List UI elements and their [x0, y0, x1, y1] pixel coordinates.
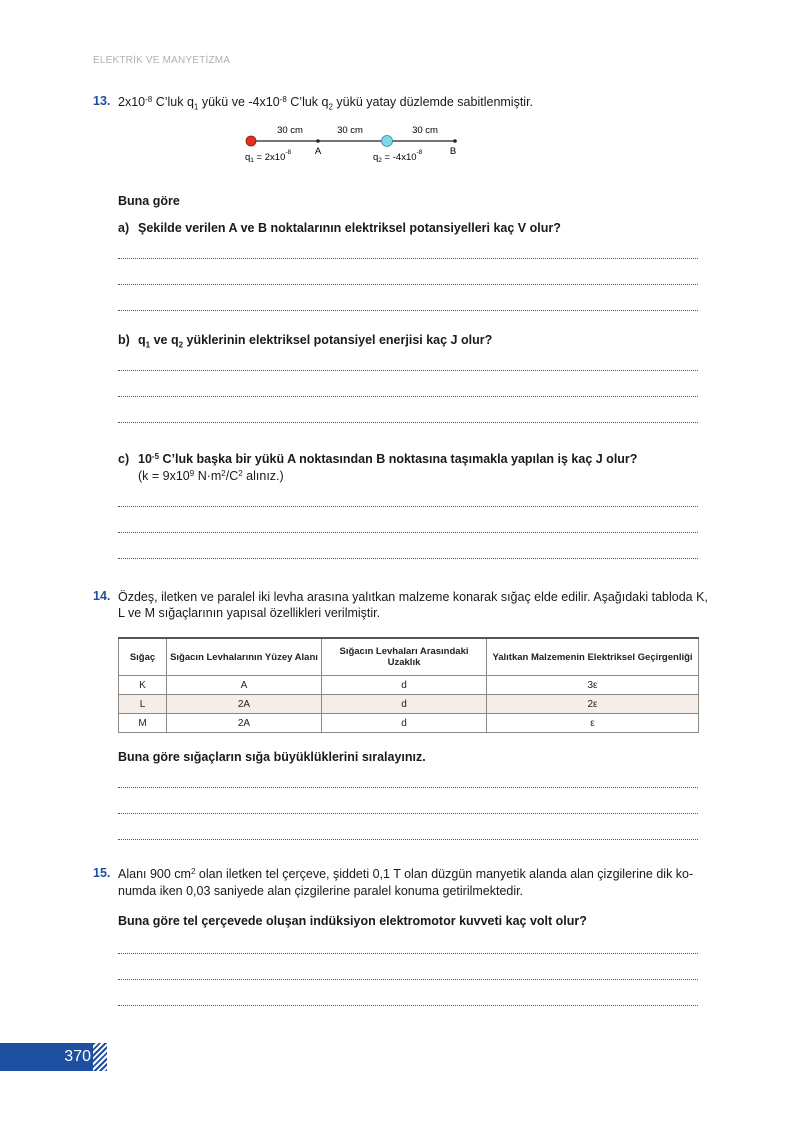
answer-line[interactable] [118, 310, 698, 311]
page-number: 370 [64, 1048, 91, 1065]
distance-label-2: 30 cm [337, 125, 363, 136]
table-cell: L [119, 695, 167, 714]
answer-line[interactable] [118, 370, 698, 371]
part-b-text: $q_1$ ve $q_2$ yüklerinin elektriksel potansiyel enerjisi kaç J olur? [138, 333, 493, 350]
question-14-stem-line-2: L ve M sığaçlarının yapısal özellikleri verilmiştir. [118, 606, 381, 620]
table-header: Sığaç [119, 638, 167, 676]
distance-label-3: 30 cm [412, 125, 438, 136]
answer-line[interactable] [118, 532, 698, 533]
part-c-note: ($k = 9x10^9$ $N\cdot m^2/C^2$ alınız.) [138, 469, 284, 483]
point-b-label: B [449, 146, 457, 157]
running-header: ELEKTRİK VE MANYETİZMA [93, 55, 231, 66]
distance-label-1: 30 cm [277, 125, 303, 136]
question-15-stem-line-2: numda iken 0,03 saniyede alan çizgilerine paralel konuma getirilmektedir. [118, 884, 524, 898]
page-number-box [0, 1043, 93, 1071]
question-14-prompt: Buna göre sığaçların sığa büyüklüklerini sıralayınız. [118, 750, 426, 764]
answer-line[interactable] [118, 787, 698, 788]
table-row [119, 676, 699, 695]
page-number-hatch [93, 1043, 107, 1071]
answer-line[interactable] [118, 506, 698, 507]
table-cell: d [322, 695, 487, 714]
table-cell: 2A [167, 695, 322, 714]
question-13-stem: $2x10^{-8}$ C’luk $q_1$ yükü ve $-4x10^{-8}$ C’luk $q_2$ yükü yatay düzlemde sabitlenmiştir. [118, 95, 534, 112]
question-15-stem-line-1: Alanı 900 $cm^2$ olan iletken tel çerçeve, şiddeti 0,1 T olan düzgün manyetik alanda alan çizgilerine dik ko- [118, 867, 694, 881]
answer-line[interactable] [118, 558, 698, 559]
answer-line[interactable] [118, 258, 698, 259]
answer-line[interactable] [118, 813, 698, 814]
charge-q1-label: $q_1 = 2x10^{-8}$ [245, 149, 292, 164]
question-15-prompt: Buna göre tel çerçevede oluşan indüksiyon elektromotor kuvveti kaç volt olur? [118, 914, 587, 928]
capacitor-table [118, 637, 699, 733]
table-header: Sığacın Levhaları Arasındaki Uzaklık [322, 638, 487, 676]
answer-line[interactable] [118, 979, 698, 980]
answer-line[interactable] [118, 284, 698, 285]
table-cell: 2A [167, 714, 322, 733]
question-14-stem-line-1: Özdeş, iletken ve paralel iki levha arasına yalıtkan malzeme konarak sığaç elde edilir. Aşağıdaki tabloda K, [118, 590, 708, 604]
charge-q1-dot [246, 136, 256, 146]
question-14-number: 14. [93, 589, 111, 603]
table-row [119, 695, 699, 714]
answer-line[interactable] [118, 1005, 698, 1006]
charge-q2-dot [382, 136, 393, 147]
part-a-text: Şekilde verilen A ve B noktalarının elektriksel potansiyelleri kaç V olur? [138, 221, 561, 235]
table-header: Yalıtkan Malzemenin Elektriksel Geçirgenliği [487, 638, 699, 676]
point-a-marker [316, 139, 320, 143]
table-cell: ε [487, 714, 699, 733]
answer-line[interactable] [118, 839, 698, 840]
part-c-text: $10^{-5}$ C’luk başka bir yükü A noktasından B noktasına taşımakla yapılan iş kaç J olur? [138, 452, 638, 466]
table-cell: K [119, 676, 167, 695]
question-13-intro: Buna göre [118, 194, 180, 208]
answer-line[interactable] [118, 422, 698, 423]
part-a-label: a) [118, 221, 130, 235]
answer-line[interactable] [118, 953, 698, 954]
answer-line[interactable] [118, 396, 698, 397]
table-row [119, 714, 699, 733]
table-cell: M [119, 714, 167, 733]
point-b-marker [453, 139, 457, 143]
table-cell: 2ε [487, 695, 699, 714]
part-b-label: b) [118, 333, 130, 347]
part-c-label: c) [118, 452, 130, 466]
point-a-label: A [314, 146, 322, 157]
table-header: Sığacın Levhalarının Yüzey Alanı [167, 638, 322, 676]
table-cell: d [322, 676, 487, 695]
table-cell: d [322, 714, 487, 733]
question-15-number: 15. [93, 866, 111, 880]
table-cell: 3ε [487, 676, 699, 695]
charge-diagram [238, 118, 468, 168]
table-cell: A [167, 676, 322, 695]
question-13-number: 13. [93, 94, 111, 108]
charge-q2-label: $q_2 = -4x10^{-8}$ [373, 149, 423, 164]
